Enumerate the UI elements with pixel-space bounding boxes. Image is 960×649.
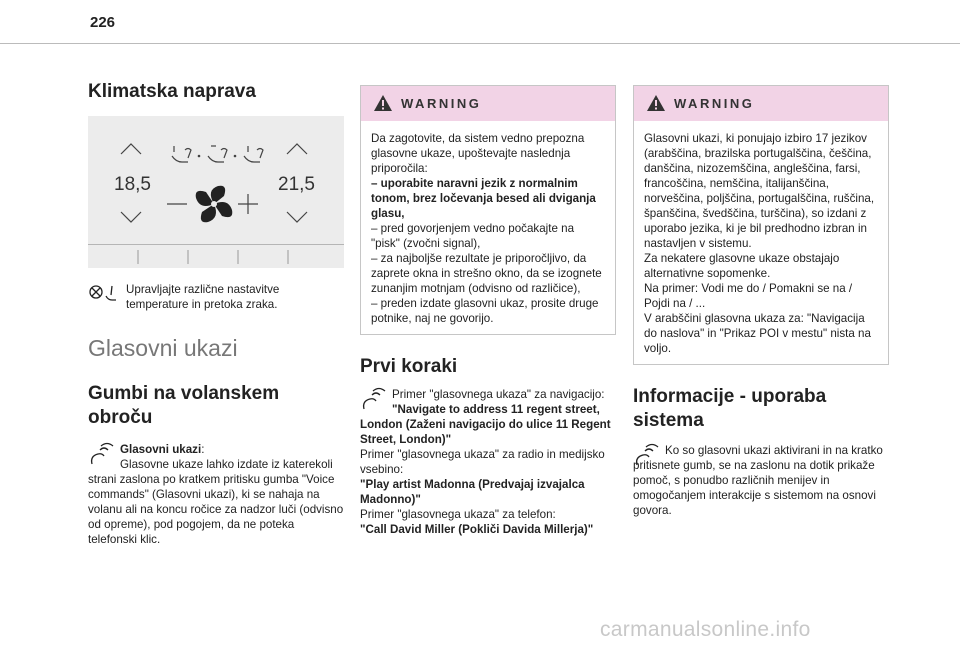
warning-header — [634, 86, 888, 121]
climate-heading: Klimatska naprava — [88, 81, 256, 102]
warning-line: Na primer: Vodi me do / Pomakni se na / Pojdi na / ... — [644, 282, 853, 310]
voice-command-icon — [633, 443, 659, 469]
column-3 — [633, 85, 889, 518]
examples-block — [360, 387, 616, 537]
voice-commands-block — [88, 442, 344, 547]
header-rule — [0, 43, 960, 44]
radio-example-command: "Play artist Madonna (Predvajaj izvajalca Madonno)" — [360, 478, 585, 506]
warning-intro: Da zagotovite, da sistem vedno prepozna glasovne ukaze, upoštevajte naslednja priporočila: — [371, 132, 585, 175]
warning-line: Glasovni ukazi, ki ponujajo izbiro 17 jezikov (arabščina, brazilska portugalščina, češčina, danščina, nizozemščina, angleščina, farsi, francoščina, nemščina, italijanščina, norveščina, poljščina, portugalščina, ruščina, španščina, švedščina, turščina), so izdani z uporabo jezika, ki je bil predhodno izbran in nastavljen v sistemu. — [644, 132, 875, 250]
warning-label: WARNING — [401, 96, 482, 111]
temperature-left: 18,5 — [114, 174, 151, 195]
phone-example-intro: Primer "glasovnega ukaza" za telefon: — [360, 508, 556, 521]
info-text: Ko so glasovni ukazi aktivirani in na kratko pritisnete gumb, se na zaslonu na dotik prikaže pomoč, s ponudbo različnih menijev in omogočanjem interakcije s sistemom na osnovi govora. — [633, 444, 883, 517]
section-title: Glasovni ukazi — [88, 335, 238, 361]
warning-body — [634, 121, 888, 364]
info-block — [633, 443, 889, 518]
radio-example-intro: Primer "glasovnega ukaza" za radio in medijsko vsebino: — [360, 448, 605, 476]
warning-box-2 — [633, 85, 889, 365]
voice-command-icon — [360, 387, 386, 413]
steering-buttons-heading: Gumbi na volanskem obroču — [88, 383, 280, 428]
column-1 — [88, 80, 344, 547]
nav-example-intro: Primer "glasovnega ukaza" za navigacijo: — [392, 388, 605, 401]
column-2 — [360, 85, 616, 537]
panel-divider — [88, 244, 344, 245]
voice-label: Glasovni ukazi — [120, 443, 202, 456]
warning-item: – za najboljše rezultate je priporočljivo, da zaprete okna in strešno okno, da se izognete zunanjim motnjam (odvisno od različice), — [371, 252, 602, 295]
warning-triangle-icon — [646, 94, 666, 112]
warning-item: – pred govorjenjem vedno počakajte na "pisk" (zvočni signal), — [371, 222, 575, 250]
warning-line: V arabščini glasovna ukaza za: "Navigacija do naslova" in "Prikaz POI v mestu" nista na voljo. — [644, 312, 871, 355]
warning-header — [361, 86, 615, 121]
page-number: 226 — [90, 14, 116, 31]
warning-label: WARNING — [674, 96, 755, 111]
voice-text: Glasovne ukaze lahko izdate iz katerekoli strani zaslona po kratkem pritisku gumba "Voice commands" (Glasovni ukazi), ki se nahaja na volanu ali na koncu ročice za nadzor luči (odvisno od opreme), pod pogojem, da ne poteka telefonski klic. — [88, 458, 344, 546]
panel-caption-row — [88, 282, 344, 312]
warning-triangle-icon — [373, 94, 393, 112]
warning-item: – preden izdate glasovni ukaz, prosite druge potnike, naj ne govorijo. — [371, 297, 599, 325]
temperature-right: 21,5 — [278, 174, 315, 195]
phone-example-command: "Call David Miller (Pokliči Davida Millerja)" — [360, 523, 594, 536]
info-heading: Informacije - uporaba sistema — [633, 386, 827, 431]
watermark-text: carmanualsonline.info — [600, 618, 811, 641]
warning-line: Za nekatere glasovne ukaze obstajajo alternativne sopomenke. — [644, 252, 840, 280]
climate-panel — [88, 116, 344, 268]
fan-seat-icon — [88, 282, 118, 302]
warning-box-1 — [360, 85, 616, 335]
nav-example-command: "Navigate to address 11 regent street, London (Zaženi navigacijo do ulice 11 Regent Street, London)" — [360, 403, 611, 446]
voice-command-icon — [88, 442, 114, 468]
warning-body — [361, 121, 615, 334]
voice-colon: : — [201, 443, 205, 456]
warning-item: – uporabite naravni jezik z normalnim tonom, brez ločevanja besed ali dviganja glasu, — [371, 177, 596, 220]
panel-caption: Upravljajte različne nastavitve temperature in pretoka zraka. — [126, 283, 280, 311]
first-steps-heading: Prvi koraki — [360, 356, 458, 377]
